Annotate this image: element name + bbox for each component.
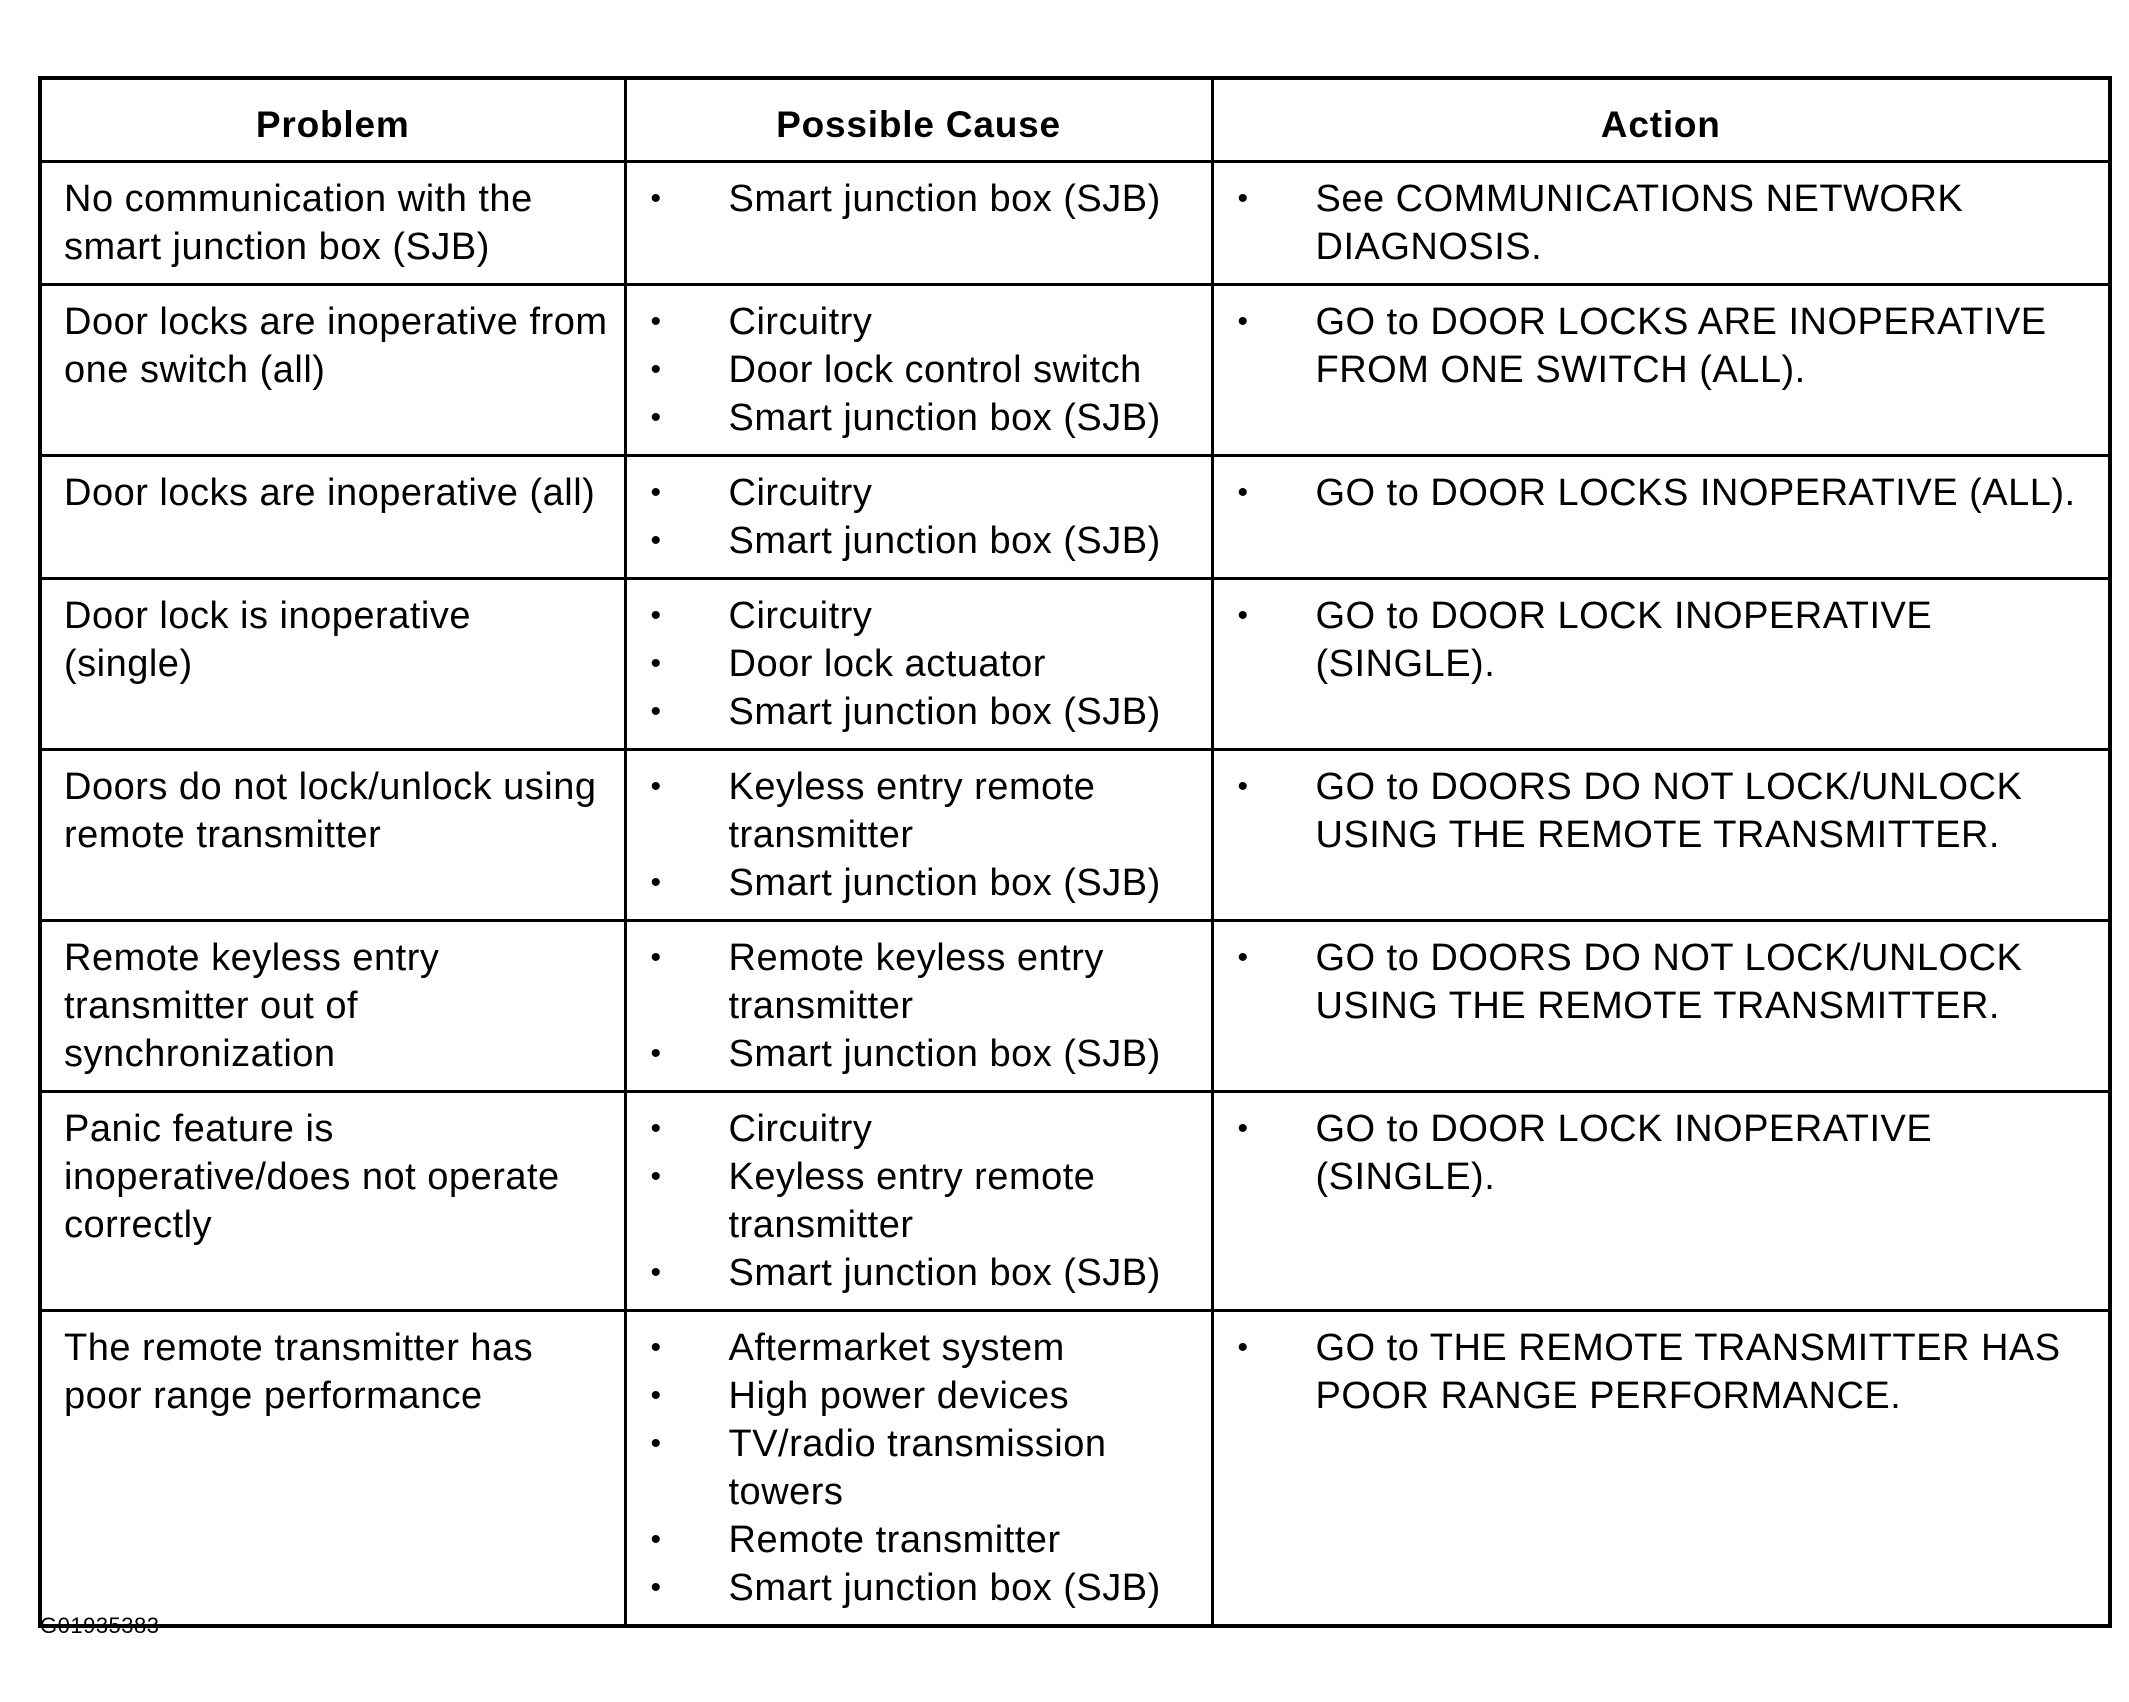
cause-text: Smart junction box (SJB) (728, 1252, 1161, 1294)
cause-item (649, 1420, 1197, 1516)
cause-text: Remote transmitter (728, 1519, 1061, 1561)
cause-item (649, 394, 1197, 442)
table-row (40, 921, 2110, 1092)
cause-text: Keyless entry remote transmitter (728, 1156, 1096, 1246)
bullet-icon: • (650, 476, 662, 509)
possible-cause-cell (625, 1092, 1212, 1311)
action-cell (1212, 750, 2110, 921)
cause-item (649, 1324, 1197, 1372)
cause-item (649, 517, 1197, 565)
table-row (40, 579, 2110, 750)
bullet-icon: • (650, 1331, 662, 1364)
cause-item (649, 469, 1197, 517)
action-item (1236, 763, 2095, 859)
table-row (40, 750, 2110, 921)
cause-item (649, 1105, 1197, 1153)
possible-cause-cell (625, 162, 1212, 285)
bullet-icon: • (650, 1379, 662, 1412)
action-cell (1212, 1092, 2110, 1311)
action-text: GO to DOOR LOCK INOPERATIVE (SINGLE). (1315, 1108, 1933, 1198)
problem-cell: Remote keyless entry transmitter out of synchronization (40, 921, 625, 1092)
bullet-icon: • (650, 770, 662, 803)
action-list (1236, 298, 2095, 394)
cause-text: Remote keyless entry transmitter (728, 937, 1104, 1027)
bullet-icon: • (1237, 599, 1249, 632)
cause-list (649, 763, 1197, 907)
bullet-icon: • (650, 1571, 662, 1604)
bullet-icon: • (650, 695, 662, 728)
header-problem: Problem (40, 78, 625, 162)
action-text: GO to THE REMOTE TRANSMITTER HAS POOR RANGE PERFORMANCE. (1315, 1327, 2061, 1417)
bullet-icon: • (650, 524, 662, 557)
bullet-icon: • (1237, 1331, 1249, 1364)
bullet-icon: • (650, 941, 662, 974)
action-item (1236, 469, 2095, 517)
action-cell (1212, 1311, 2110, 1627)
cause-item (649, 1030, 1197, 1078)
table-row (40, 162, 2110, 285)
action-list (1236, 592, 2095, 688)
possible-cause-cell (625, 285, 1212, 456)
problem-cell: Door lock is inoperative (single) (40, 579, 625, 750)
bullet-icon: • (650, 866, 662, 899)
cause-text: Smart junction box (SJB) (728, 691, 1161, 733)
table-header-row (40, 78, 2110, 162)
cause-text: Circuitry (728, 472, 873, 514)
table-row (40, 456, 2110, 579)
action-item (1236, 298, 2095, 394)
action-list (1236, 934, 2095, 1030)
cause-text: Aftermarket system (728, 1327, 1065, 1369)
action-text: GO to DOORS DO NOT LOCK/UNLOCK USING THE REMOTE TRANSMITTER. (1315, 937, 2023, 1027)
table-row (40, 1311, 2110, 1627)
cause-list (649, 469, 1197, 565)
cause-text: Smart junction box (SJB) (728, 397, 1161, 439)
cause-item (649, 640, 1197, 688)
cause-text: Smart junction box (SJB) (728, 520, 1161, 562)
bullet-icon: • (650, 647, 662, 680)
figure-id: G01935383 (40, 1613, 160, 1638)
header-action: Action (1212, 78, 2110, 162)
cause-item (649, 934, 1197, 1030)
bullet-icon: • (650, 1037, 662, 1070)
bullet-icon: • (650, 1523, 662, 1556)
action-list (1236, 763, 2095, 859)
cause-list (649, 592, 1197, 736)
action-text: See COMMUNICATIONS NETWORK DIAGNOSIS. (1315, 178, 1964, 268)
symptom-chart-table (38, 76, 2112, 1628)
action-text: GO to DOOR LOCK INOPERATIVE (SINGLE). (1315, 595, 1933, 685)
cause-text: High power devices (728, 1375, 1070, 1417)
action-text: GO to DOOR LOCKS ARE INOPERATIVE FROM ONE SWITCH (ALL). (1315, 301, 2047, 391)
bullet-icon: • (1237, 941, 1249, 974)
possible-cause-cell (625, 579, 1212, 750)
table-row (40, 285, 2110, 456)
cause-text: Smart junction box (SJB) (728, 1567, 1161, 1609)
action-cell (1212, 921, 2110, 1092)
bullet-icon: • (1237, 476, 1249, 509)
bullet-icon: • (1237, 1112, 1249, 1145)
cause-item (649, 1153, 1197, 1249)
cause-item (649, 1372, 1197, 1420)
action-item (1236, 592, 2095, 688)
bullet-icon: • (650, 1427, 662, 1460)
cause-text: Door lock actuator (728, 643, 1046, 685)
possible-cause-cell (625, 921, 1212, 1092)
problem-cell: Door locks are inoperative (all) (40, 456, 625, 579)
bullet-icon: • (650, 1112, 662, 1145)
possible-cause-cell (625, 456, 1212, 579)
header-possible-cause: Possible Cause (625, 78, 1212, 162)
cause-text: Keyless entry remote transmitter (728, 766, 1096, 856)
action-text: GO to DOORS DO NOT LOCK/UNLOCK USING THE REMOTE TRANSMITTER. (1315, 766, 2023, 856)
action-cell (1212, 285, 2110, 456)
action-list (1236, 175, 2095, 271)
cause-list (649, 298, 1197, 442)
table-row (40, 1092, 2110, 1311)
cause-text: Door lock control switch (728, 349, 1142, 391)
cause-list (649, 1324, 1197, 1612)
bullet-icon: • (1237, 305, 1249, 338)
cause-item (649, 298, 1197, 346)
action-list (1236, 1105, 2095, 1201)
action-item (1236, 1105, 2095, 1201)
action-item (1236, 1324, 2095, 1420)
cause-item (649, 346, 1197, 394)
action-cell (1212, 456, 2110, 579)
cause-item (649, 1564, 1197, 1612)
cause-item (649, 592, 1197, 640)
action-cell (1212, 579, 2110, 750)
cause-text: Circuitry (728, 301, 873, 343)
bullet-icon: • (650, 401, 662, 434)
cause-item (649, 1516, 1197, 1564)
bullet-icon: • (650, 1256, 662, 1289)
cause-text: TV/radio transmission towers (728, 1423, 1107, 1513)
cause-item (649, 763, 1197, 859)
action-item (1236, 934, 2095, 1030)
cause-list (649, 175, 1197, 223)
problem-cell: Panic feature is inoperative/does not operate correctly (40, 1092, 625, 1311)
cause-item (649, 688, 1197, 736)
cause-list (649, 934, 1197, 1078)
bullet-icon: • (650, 305, 662, 338)
action-list (1236, 469, 2095, 517)
action-text: GO to DOOR LOCKS INOPERATIVE (ALL). (1315, 472, 2076, 514)
action-list (1236, 1324, 2095, 1420)
cause-text: Smart junction box (SJB) (728, 1033, 1161, 1075)
cause-text: Smart junction box (SJB) (728, 178, 1161, 220)
bullet-icon: • (1237, 770, 1249, 803)
bullet-icon: • (1237, 182, 1249, 215)
action-cell (1212, 162, 2110, 285)
bullet-icon: • (650, 353, 662, 386)
bullet-icon: • (650, 182, 662, 215)
cause-text: Smart junction box (SJB) (728, 862, 1161, 904)
problem-cell: No communication with the smart junction box (SJB) (40, 162, 625, 285)
bullet-icon: • (650, 1160, 662, 1193)
problem-cell: Doors do not lock/unlock using remote transmitter (40, 750, 625, 921)
possible-cause-cell (625, 750, 1212, 921)
possible-cause-cell (625, 1311, 1212, 1627)
cause-text: Circuitry (728, 595, 873, 637)
bullet-icon: • (650, 599, 662, 632)
cause-item (649, 859, 1197, 907)
table-body (40, 162, 2110, 1627)
action-item (1236, 175, 2095, 271)
diagnosis-sheet (38, 76, 2108, 1628)
cause-text: Circuitry (728, 1108, 873, 1150)
problem-cell: Door locks are inoperative from one switch (all) (40, 285, 625, 456)
cause-list (649, 1105, 1197, 1297)
problem-cell: The remote transmitter has poor range performance (40, 1311, 625, 1627)
cause-item (649, 175, 1197, 223)
cause-item (649, 1249, 1197, 1297)
